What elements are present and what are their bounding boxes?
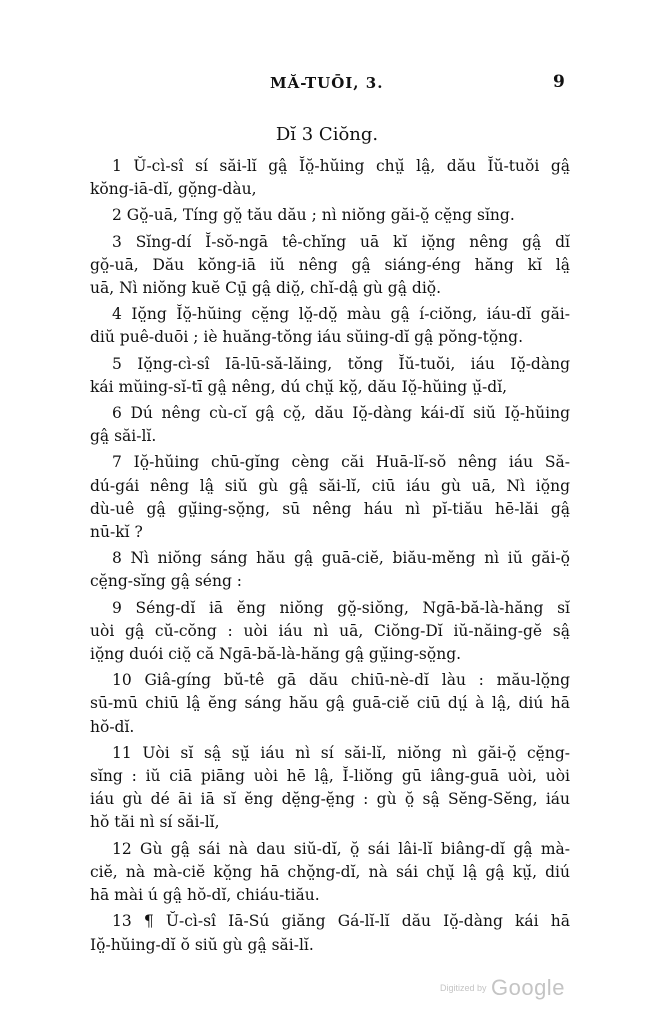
verse-line: 6 Dú nêng cù-cĭ gâ̤ cŏ̤, dău Iŏ̤-dàng kái-dĭ siŭ Iŏ̤-hŭing bbox=[112, 404, 570, 423]
verse-line: dú-gái nêng lâ̤ siŭ gù gâ̤ săi-lĭ, ciū iáu gù uā, Nì iŏ̤ng bbox=[90, 476, 570, 495]
verse-line: hā mài ú gâ̤ hŏ-dĭ, chiáu-tiău. bbox=[90, 886, 320, 905]
verse-line: 8 Nì niŏng sáng hău gâ̤ guā-ciĕ, biău-mĕng nì iŭ găi-ŏ̤ bbox=[112, 549, 570, 568]
verse-line: 5 Iŏ̤ng-cì-sî Iā-lū-să-lăing, tŏng Ĭŭ-tuŏi, iáu Iŏ̤-dàng bbox=[112, 354, 570, 373]
digitized-by-google-watermark bbox=[440, 975, 565, 1001]
verse-line: sū-mū chiū lâ̤ ĕng sáng hău gâ̤ guā-ciĕ ciū dṳ́ à lâ̤, diú hā bbox=[90, 694, 570, 713]
verse-line: 13 ¶ Ŭ-cì-sî Iā-Sú giăng Gá-lĭ-lĭ dău Iŏ̤-dàng kái hā bbox=[112, 912, 570, 931]
verse bbox=[90, 547, 570, 593]
verse-line: nū-kĭ ? bbox=[90, 523, 143, 542]
verse-line: Iŏ̤-hŭing-dĭ ŏ siŭ gù gâ̤ săi-lĭ. bbox=[90, 935, 314, 954]
verse-line: uā, Nì niŏng kuĕ Cṳ̄ gâ̤ diŏ̤, chĭ-dâ̤ gù gâ̤ diŏ̤. bbox=[90, 279, 442, 298]
verse bbox=[90, 742, 570, 835]
verse-line: gŏ̤-uā, Dău kŏng-iā iŭ nêng gâ̤ siáng-éng hăng kĭ lâ̤ bbox=[90, 255, 570, 274]
verse bbox=[90, 231, 570, 301]
verse bbox=[90, 353, 570, 399]
verse-text bbox=[90, 155, 570, 960]
verse-line: 3 Sĭng-dí Ĭ-sŏ-ngā tê-chĭng uā kĭ iŏ̤ng nêng gâ̤ dĭ bbox=[112, 232, 570, 251]
verse-line: 9 Séng-dĭ iā ĕng niŏng gŏ̤-siŏng, Ngā-bă-là-hăng sĭ bbox=[112, 598, 570, 617]
chapter-title: Dĭ 3 Ciŏng. bbox=[275, 124, 379, 145]
verse-line: 7 Iŏ̤-hŭing chū-gĭng cèng căi Huā-lĭ-sŏ nêng iáu Să- bbox=[112, 453, 570, 472]
verse bbox=[90, 303, 570, 349]
verse bbox=[90, 597, 570, 667]
verse-line: sĭng : iŭ ciā piāng uòi hē lâ̤, Ĭ-liŏng gū iâng-guā uòi, uòi bbox=[90, 767, 570, 786]
verse-line: iáu gù dé āi iā sĭ ĕng dĕ̤ng-ĕ̤ng : gù ŏ̤ sâ̤ Sĕng-Sĕng, iáu bbox=[90, 790, 570, 809]
verse bbox=[90, 838, 570, 908]
verse-line: kái mŭing-sĭ-tī gâ̤ nêng, dú chṳ̆ kŏ̤, dău Iŏ̤-hŭing ṳ̆-dĭ, bbox=[90, 377, 508, 396]
google-logo: Google bbox=[490, 975, 565, 1000]
verse-line: 4 Iŏ̤ng Ĭŏ̤-hŭing cĕ̤ng lŏ̤-dŏ̤ màu gâ̤ í-ciŏng, iáu-dĭ găi- bbox=[112, 305, 570, 324]
running-head: MĂ-TUŌI, 3. bbox=[270, 74, 384, 92]
verse bbox=[90, 451, 570, 544]
verse-line: 11 Uòi sĭ sâ̤ sṳ̆ iáu nì sí săi-lĭ, niŏng nì găi-ŏ̤ cĕ̤ng- bbox=[112, 743, 570, 762]
verse bbox=[90, 155, 570, 201]
verse-line: hŏ tăi nì sí săi-lĭ, bbox=[90, 813, 220, 832]
page-number: 9 bbox=[553, 72, 565, 92]
watermark-prefix: Digitized by bbox=[440, 983, 487, 993]
verse-line: dù-uê gâ̤ gṳ̆ing-sŏ̤ng, sū nêng háu nì pĭ-tiău hē-lăi gâ̤ bbox=[90, 499, 570, 518]
verse bbox=[90, 204, 570, 227]
verse-line: hŏ-dĭ. bbox=[90, 717, 135, 736]
verse-line: ciĕ, nà mà-ciĕ kŏ̤ng hā chŏ̤ng-dĭ, nà sái chṳ̆ lâ̤ gâ̤ kṳ̆, diú bbox=[90, 862, 570, 881]
verse-line: iŏ̤ng duói ciŏ̤ că Ngā-bă-là-hăng gâ̤ gṳ̆ing-sŏ̤ng. bbox=[90, 645, 462, 664]
verse bbox=[90, 910, 570, 956]
verse bbox=[90, 402, 570, 448]
verse-line: kŏng-iā-dĭ, gŏ̤ng-dàu, bbox=[90, 180, 257, 199]
verse-line: 10 Giâ-gíng bŭ-tê gā dău chiū-nè-dĭ làu : mău-lŏ̤ng bbox=[112, 671, 570, 690]
verse bbox=[90, 669, 570, 739]
verse-line: cĕ̤ng-sĭng gâ̤ séng : bbox=[90, 572, 243, 591]
verse-line: gâ̤ săi-lĭ. bbox=[90, 427, 157, 446]
verse-line: 2 Gŏ̤-uā, Tíng gŏ̤ tău dău ; nì niŏng găi-ŏ̤ cĕ̤ng sĭng. bbox=[112, 206, 515, 225]
verse-line: diŭ puê-duōi ; iè huăng-tŏng iáu sŭing-dĭ gâ̤ pŏng-tŏ̤ng. bbox=[90, 328, 524, 347]
verse-line: 1 Ŭ-cì-sî sí săi-lĭ gâ̤ Ĭŏ̤-hŭing chṳ̆ lâ̤, dău Ĭŭ-tuŏi gâ̤ bbox=[112, 157, 570, 175]
verse-line: uòi gâ̤ cŭ-cŏng : uòi iáu nì uā, Ciŏng-Dĭ iŭ-năing-gĕ sâ̤ bbox=[90, 621, 570, 640]
verse-line: 12 Gù gâ̤ sái nà dau siŭ-dĭ, ŏ̤ sái lâi-lĭ biâng-dĭ gâ̤ mà- bbox=[112, 839, 570, 858]
